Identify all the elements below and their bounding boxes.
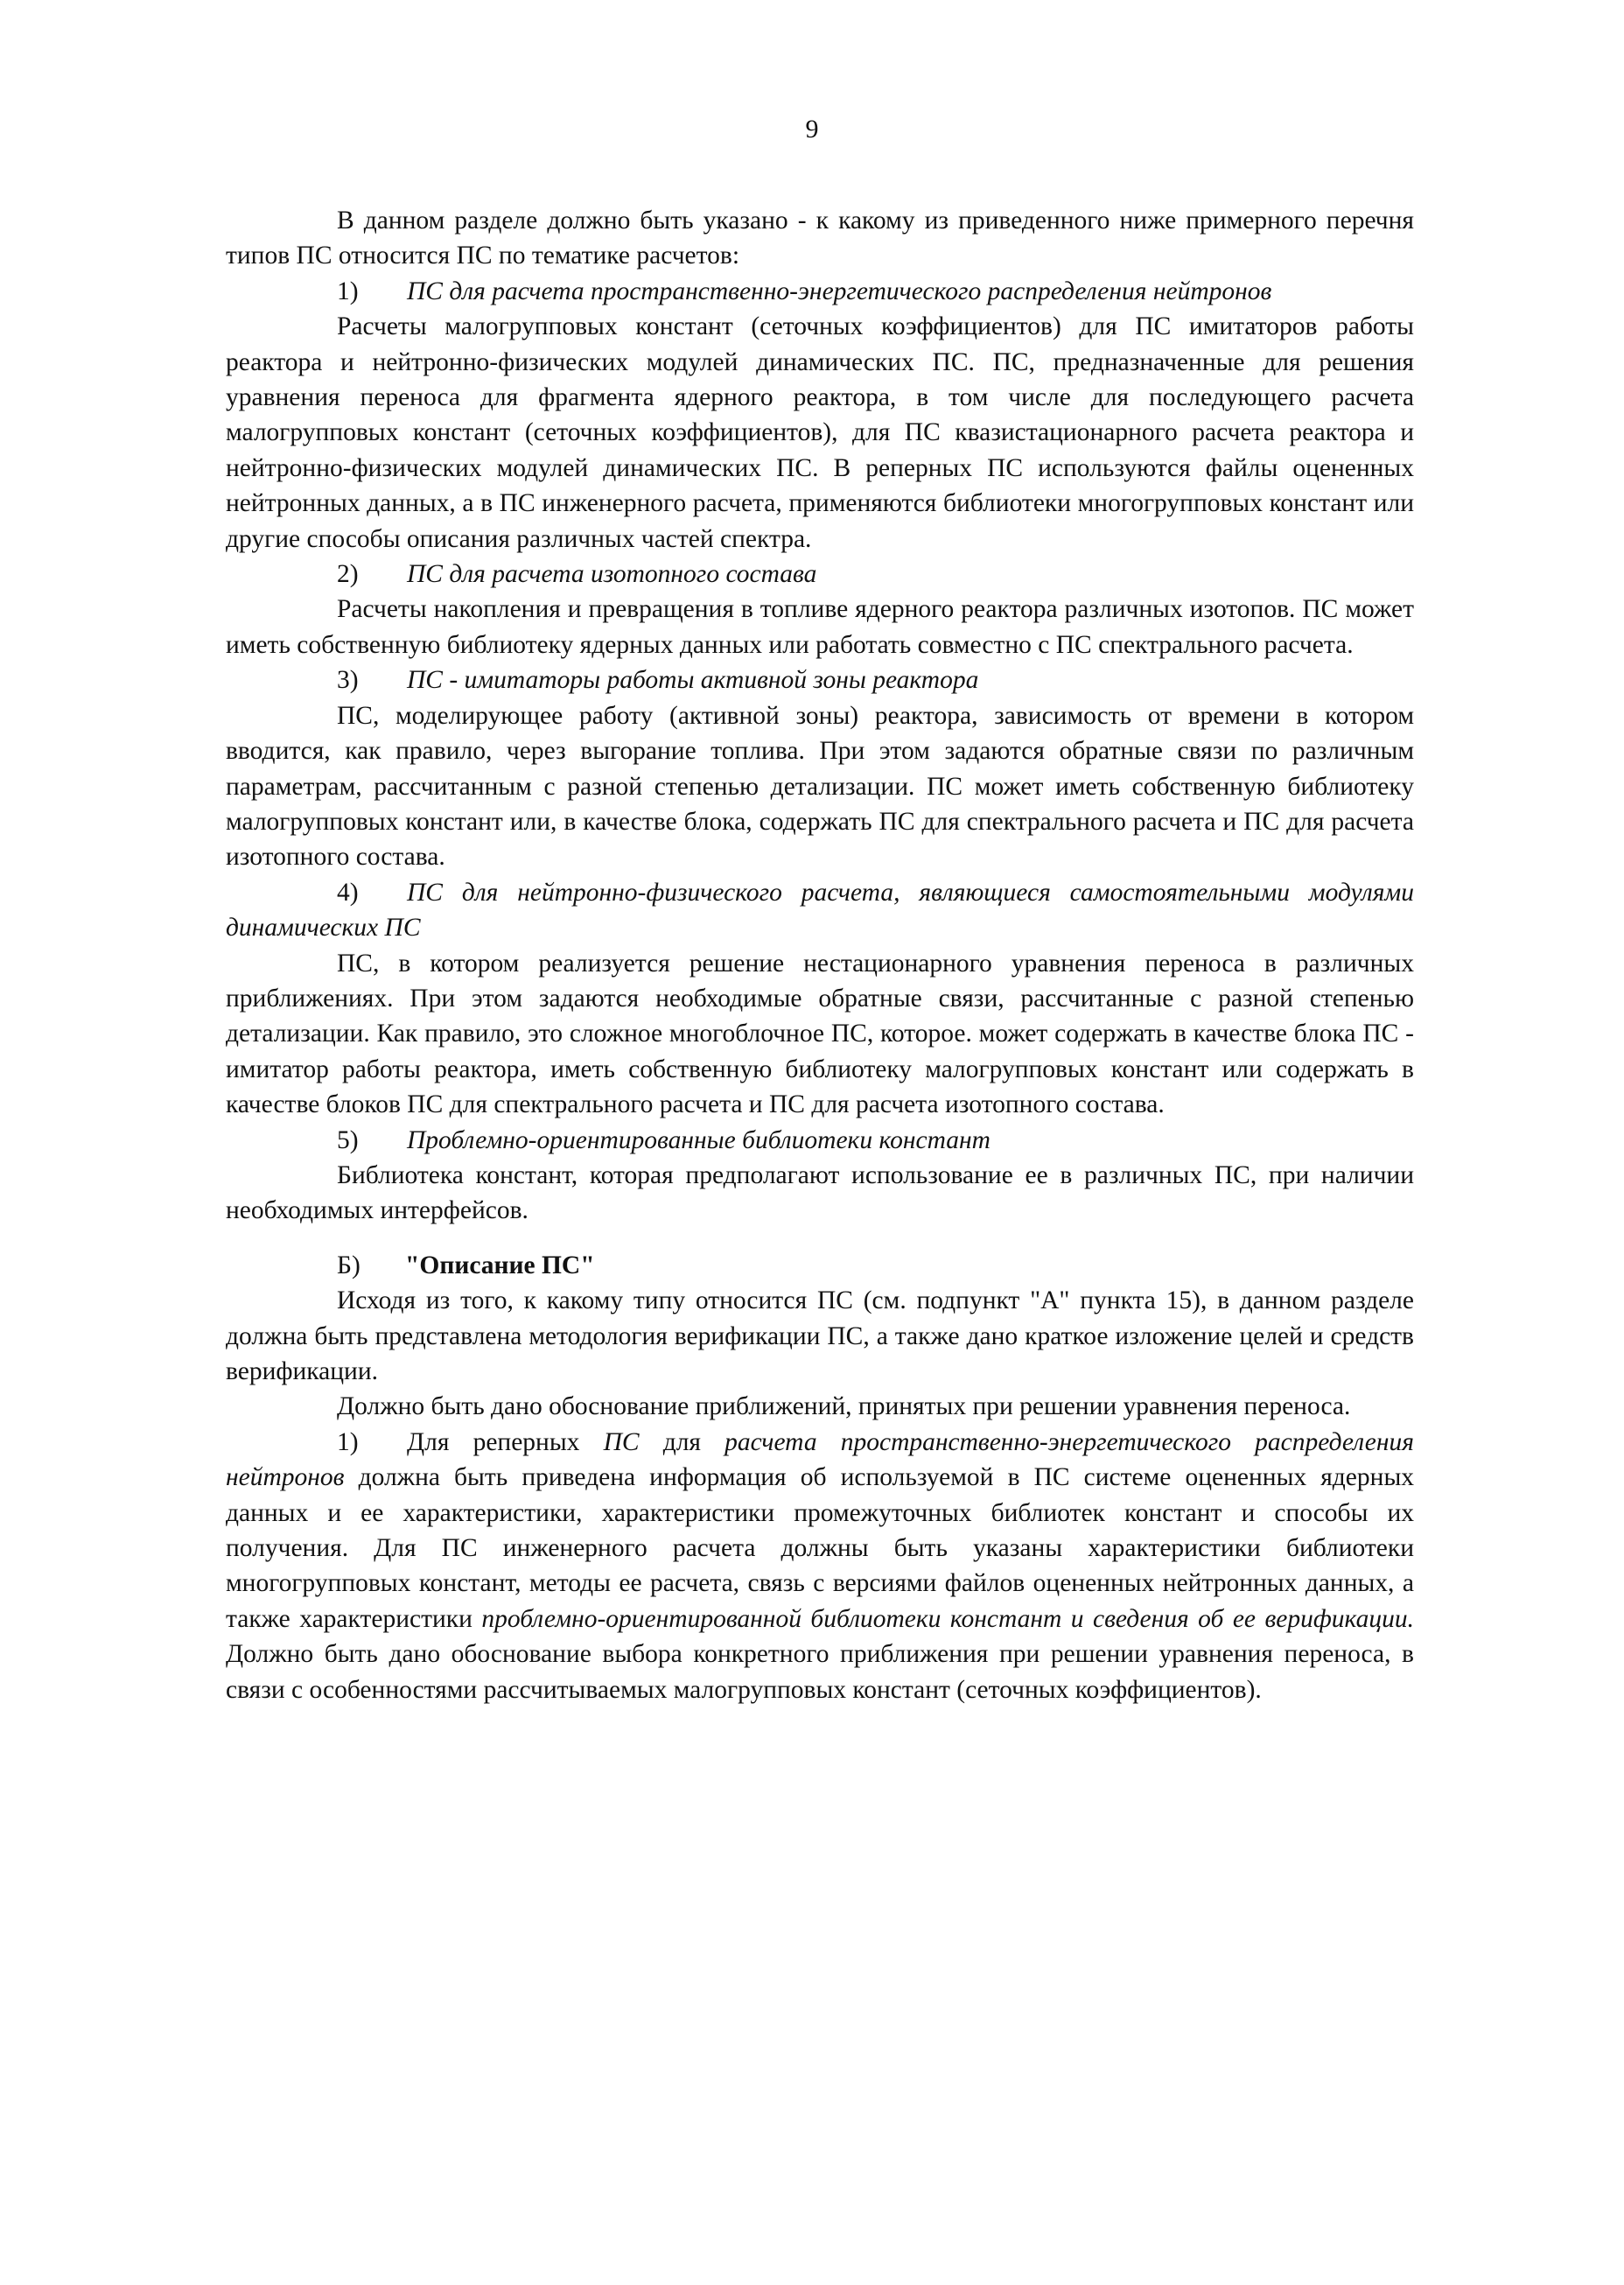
item-3-text: ПС, моделирующее работу (активной зоны) реактора, зависимость от времени в котором вводится, как правило, через выгорание топлива. При этом задаются обратные связи по различным параметрам, рассчитанным с разной степенью детализации. ПС может иметь собственную библиотеку малогрупповых констант или, в качестве блока, содержать ПС для спектрального расчета и ПС для расчета изотопного состава. (226, 701, 1414, 872)
page-number: 9 (805, 115, 819, 144)
section-b-item-1-emphasis: расчета пространственно-энергетического распределения нейтронов (226, 1427, 1414, 1492)
section-b-paragraph-3 (226, 1425, 1414, 1707)
section-b-title: "Описание ПС" (405, 1251, 595, 1279)
section-b-item-1-text-2: Должно быть дано обоснование выбора конкретного приближения при решении уравнения переноса, в связи с особенностями рассчитываемых малогрупповых констант (сеточных коэффициентов). (226, 1640, 1414, 1704)
item-2-heading: ПС для расчета изотопного состава (407, 560, 817, 589)
item-2-title (226, 557, 1414, 592)
section-b-item-1-lead: Для реперных (407, 1427, 580, 1456)
section-b-item-1-mid: для (662, 1427, 702, 1456)
item-5-text: Библиотека констант, которая предполагают использование ее в различных ПС, при наличии необходимых интерфейсов. (226, 1160, 1414, 1225)
item-3-number: 3) (337, 666, 359, 695)
item-5-title (226, 1123, 1414, 1158)
item-4-number: 4) (337, 878, 359, 907)
item-5-heading: Проблемно-ориентированные библиотеки констант (407, 1125, 990, 1154)
item-1-number: 1) (337, 277, 359, 305)
section-b-item-1-number: 1) (337, 1427, 359, 1456)
section-b-number: Б) (337, 1251, 360, 1279)
item-4-title (226, 875, 1414, 946)
page-content (226, 203, 1414, 1707)
section-b-heading (226, 1248, 1414, 1283)
item-2-text: Расчеты накопления и превращения в топливе ядерного реактора различных изотопов. ПС может иметь собственную библиотеку ядерных данных или работать совместно с ПС спектрального расчета. (226, 595, 1414, 659)
item-1-title (226, 274, 1414, 309)
section-b-paragraph-1: Исходя из того, к какому типу относится ПС (см. подпункт "А" пункта 15), в данном разделе должна быть представлена методология верификации ПС, а также дано краткое изложение целей и средств верификации. (226, 1286, 1414, 1385)
item-1-heading: ПС для расчета пространственно-энергетического распределения нейтронов (407, 277, 1272, 305)
item-3-heading: ПС - имитаторы работы активной зоны реактора (407, 666, 979, 695)
section-b-item-1-emphasis-2: проблемно-ориентированной библиотеки констант и сведения об ее верификации. (481, 1604, 1415, 1633)
item-4-heading: ПС для нейтронно-физического расчета, являющиеся самостоятельными модулями динамических ПС (226, 878, 1414, 943)
item-4-text: ПС, в котором реализуется решение нестационарного уравнения переноса в различных приближениях. При этом задаются необходимые обратные связи, рассчитанные с разной степенью детализации. Как правило, это сложное многоблочное ПС, которое. может содержать в качестве блока ПС - имитатор работы реактора, иметь собственную библиотеку малогрупповых констант или содержать в качестве блоков ПС для спектрального расчета и ПС для расчета изотопного состава. (226, 949, 1414, 1119)
item-1-text: Расчеты малогрупповых констант (сеточных коэффициентов) для ПС имитаторов работы реактора и нейтронно-физических модулей динамических ПС. ПС, предназначенные для решения уравнения переноса для фрагмента ядерного реактора, в том числе для последующего расчета малогрупповых констант (сеточных коэффициентов), для ПС квазистационарного расчета реактора и нейтронно-физических модулей динамических ПС. В реперных ПС используются файлы оцененных нейтронных данных, а в ПС инженерного расчета, применяются библиотеки многогрупповых констант или другие способы описания различных частей спектра. (226, 312, 1414, 553)
section-b-item-1-text: должна быть приведена информация об используемой в ПС системе оцененных ядерных данных и ее характеристики, характеристики промежуточных библиотек констант и способы их получения. Для ПС инженерного расчета должны быть указаны характеристики библиотеки многогрупповых констант, методы ее расчета, связь с версиями файлов оцененных нейтронных данных, а также характеристики (226, 1463, 1415, 1633)
intro-paragraph: В данном разделе должно быть указано - к какому из приведенного ниже примерного перечня типов ПС относится ПС по тематике расчетов: (226, 207, 1414, 270)
section-b-paragraph-2: Должно быть дано обоснование приближений, принятых при решении уравнения переноса. (337, 1392, 1351, 1421)
item-2-number: 2) (337, 560, 359, 589)
section-b-item-1-lead-italic: ПС (603, 1427, 640, 1456)
item-3-title (226, 662, 1414, 697)
item-5-number: 5) (337, 1125, 359, 1154)
